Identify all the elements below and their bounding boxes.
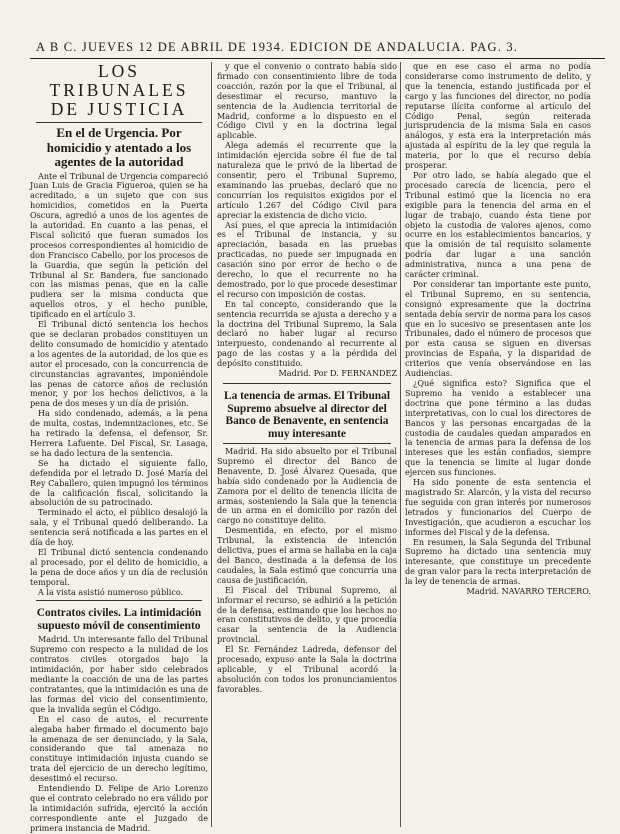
column-divider-1 <box>211 62 212 827</box>
article-rule <box>36 600 202 601</box>
article-2-paragraph: En tal concepto, considerando que la sentencia recurrida se ajusta a derecho y a la doctrina del Tribunal Supremo, la Sala declaró no haber lugar al recurso interpuesto, condenando al recurrente al pago de las costas y a la pérdida del depósito constituido. <box>217 298 397 369</box>
column-divider-2 <box>400 62 401 827</box>
column-3 <box>405 62 591 827</box>
article-1-paragraph: El Tribunal dictó sentencia los hechos que se declaran probados constituyen un delito consumado de homicidio y atentado a los agentes de la autoridad, de los que es autor el procesado, con la concurrencia de circunstancias agravantes, imponiéndole las penas de catorce años de reclusión menor, y por los hechos delictivos, a la pena de dos meses y un día de prisión. <box>30 319 208 409</box>
article-2-signature: Madrid. Por D. FERNANDEZ <box>278 368 397 379</box>
article-3-paragraph: que en ese caso el arma no podía considerarse como instrumento de delito, y que la tenencia, estando justificada por el cargo y las funciones del director, no podía reputarse ilícita conforme al artículo del Código Penal, según reiterada jurisprudencia de la misma Sala en casos análogos, y esta era la interpretación más ajustada al espíritu de la ley que regula la materia, por lo que el recurso debía prosperar. <box>405 61 591 171</box>
article-2-paragraph: y que el convenio o contrato había sido firmado con consentimiento libre de toda coacción, razón por la que el Tribunal, al desestimar el recurso, mantuvo la sentencia de la Audiencia territorial de Madrid, conforme a lo dispuesto en el Código Civil y en la doctrina legal aplicable. <box>217 61 397 141</box>
article-1-paragraph: Ha sido condenado, además, a la pena de multa, costas, indemnizaciones, etc. Se ha retirado la defensa, el defensor, Sr. Herrera Lafuente. Del Fiscal, Sr. Lasaga, se ha dado lectura de la sentencia. <box>30 408 208 458</box>
article-3-paragraph: ¿Qué significa esto? Significa que el Supremo ha venido a establecer una doctrina que pone término a las dudas interpretativas, con lo cual los directores de Bancos y las personas encargadas de la custodia de caudales quedan amparados en la tenencia de armas para la defensa de los intereses que les están confiados, siempre que la tenencia se limite al lugar donde ejercen sus funciones. <box>405 378 591 478</box>
section-rule <box>36 122 202 123</box>
article-1-paragraph: Ante el Tribunal de Urgencia compareció Juan Luis de Gracia Figueroa, quien se ha acreditado, a un sujeto que con sus homicidios, cometidos en la Puerta Oscura, agredió a unos de los agentes de la autoridad. En cuanto a las penas, el Fiscal solicitó que fueran sumados los procesos correspondientes al homicidio de don Francisco Cabello, por los procesos de la Guardia, que según la petición del Tribunal al Sr. Bandera, fue sancionado con las mismas penas, que en la calle pudiera ser la misma conducta que aquellos otros, y el hecho punible, tipificado en el artículo 3. <box>30 170 208 320</box>
header-rule <box>30 58 605 59</box>
article-2-paragraph: En el caso de autos, el recurrente alegaba haber firmado el documento bajo la amenaza de ser denunciado, y la Sala, considerando que tal amenaza no constituye intimidación injusta cuando se trata del ejercicio de un derecho legítimo, desestimó el recurso. <box>30 713 208 784</box>
article-1-closing: A la vista asistió numeroso público. <box>38 586 184 597</box>
article-3-paragraph: Madrid. Ha sido absuelto por el Tribunal Supremo el director del Banco de Benavente, D. José Álvarez Quesada, que había sido condenado por la Audiencia de Zamora por el delito de tenencia ilícita de armas, sosteniendo la Sala que la tenencia de un arma en el domicilio por razón del cargo no constituye delito. <box>217 446 397 526</box>
article-3-paragraph: Por otro lado, se había alegado que el procesado carecía de licencia, pero el Tribunal estimó que la licencia no era exigible para la tenencia del arma en el lugar de trabajo, cuando ésta tiene por objeto la custodia de valores ajenos, como ocurre en los establecimientos bancarios, y que la omisión de tal requisito solamente podría dar lugar a una sanción administrativa, nunca a una pena de carácter criminal. <box>405 169 591 280</box>
column-2 <box>217 62 397 827</box>
column-1 <box>30 61 209 833</box>
article-3-headline: La tenencia de armas. El Tribunal Supremo absuelve al director del Banco de Benavente, en sentencia muy interesante <box>223 390 391 440</box>
section-title-line-1: LOS TRIBUNALES <box>49 61 189 100</box>
article-rule <box>223 383 391 384</box>
article-2-paragraph: Alega además el recurrente que la intimidación ejercida sobre él fue de tal naturaleza que le privó de la libertad de consentir, pero el Tribunal Supremo, examinando las pruebas, declaró que no concurrían los requisitos exigidos por el artículo 1.267 del Código Civil para apreciar la existencia de dicho vicio. <box>217 140 397 220</box>
article-1-paragraph: El Tribunal dictó sentencia condenando al procesado, por el delito de homicidio, a la pena de doce años y un día de reclusión temporal. <box>30 546 208 587</box>
article-3-signature: Madrid. NAVARRO TERCERO. <box>466 586 591 597</box>
section-title-line-2: DE JUSTICIA <box>50 99 188 119</box>
article-2-paragraph: Así pues, el que aprecia la intimidación es el Tribunal de instancia, y su apreciación, basada en las pruebas practicadas, no puede ser impugnada en casación sino por error de hecho o de derecho, lo que el recurrente no ha demostrado, por lo que procede desestimar el recurso con imposición de costas. <box>217 219 397 299</box>
page-header: A B C. JUEVES 12 DE ABRIL DE 1934. EDICION DE ANDALUCIA. PAG. 3. <box>36 40 519 54</box>
article-1-paragraph: Terminado el acto, el público desalojó la sala, y el Tribunal quedó deliberando. La sentencia será notificada a las partes en el día de hoy. <box>30 507 208 548</box>
article-3-paragraph: El Sr. Fernández Ladreda, defensor del procesado, expuso ante la Sala la doctrina aplicable, y el Tribunal acordó la absolución con todos los pronunciamientos favorables. <box>217 644 397 694</box>
article-3-paragraph: Ha sido ponente de esta sentencia el magistrado Sr. Alarcón, y la vista del recurso fue seguida con gran interés por numerosos letrados y funcionarios del Cuerpo de Investigación, que acudieron a escuchar los informes del Fiscal y de la defensa. <box>405 477 591 537</box>
article-2-headline: Contratos civiles. La intimidación supuesto móvil de consentimiento <box>36 607 202 632</box>
article-2-paragraph: Entendiendo D. Felipe de Ario Lorenzo que el contrato celebrado no era válido por la intimidación sufrida, ejercitó la acción correspondiente ante el Juzgado de primera instancia de Madrid. <box>30 783 209 833</box>
article-3-paragraph: Por considerar tan importante este punto, el Tribunal Supremo, en su sentencia, consignó expresamente que la doctrina sentada debía servir de norma para los casos que en lo sucesivo se presentasen ante los Tribunales, dado el número de procesos que por esta causa se siguen en diversas provincias de España, y la disparidad de criterios que venía observándose en las Audiencias. <box>405 278 591 379</box>
article-3-paragraph: En resumen, la Sala Segunda del Tribunal Supremo ha dictado una sentencia muy interesante, que constituye un precedente de gran valor para la recta interpretación de la ley de tenencia de armas. <box>405 536 591 587</box>
article-1-paragraph: Se ha dictado el siguiente fallo, defendida por el letrado D. José María del Rey Caballero, quien impugnó los términos de la calificación fiscal, solicitando la absolución de su patrocinado. <box>30 457 208 508</box>
article-rule <box>223 443 391 444</box>
article-2-paragraph: Madrid. Un interesante fallo del Tribunal Supremo con respecto a la nulidad de los contratos civiles otorgados bajo la intimidación, por haber sido celebrados mediante la coacción de una de las partes contratantes, que la intimidación es una de las formas del vicio del consentimiento, que la invalida según el Código. <box>30 634 208 714</box>
article-1-headline: En el de Urgencia. Por homicidio y atentado a los agentes de la autoridad <box>46 125 192 169</box>
article-3-paragraph: El Fiscal del Tribunal Supremo, al informar el recurso, se adhirió a la petición de la defensa, estimando que los hechos no eran constitutivos de delito, y que procedía casar la sentencia de la Audiencia provincial. <box>217 584 397 645</box>
article-3-paragraph: Desmentida, en efecto, por el mismo Tribunal, la existencia de intención delictiva, pues el arma se hallaba en la caja del Banco, destinada a la defensa de los caudales, la Sala estimó que concurría una causa de justificación. <box>217 525 397 585</box>
